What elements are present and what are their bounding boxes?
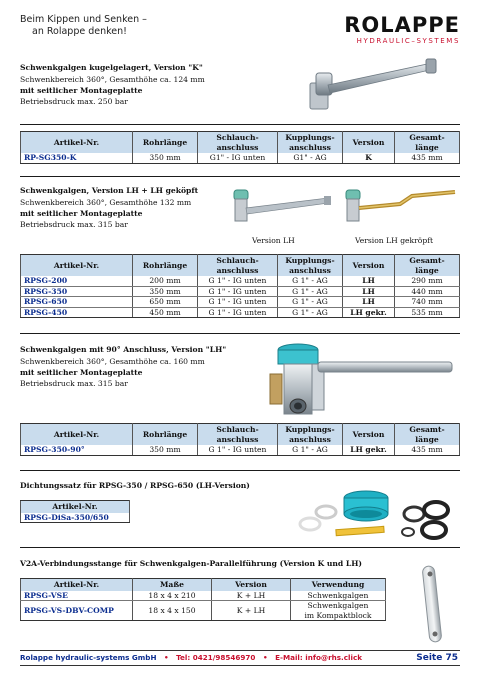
footer-bullet: •	[163, 653, 169, 662]
section2-line1: Schwenkbereich 360°, Gesamthöhe 132 mm	[20, 198, 192, 207]
col-version: Version	[343, 255, 395, 277]
article-number: RPSG-450	[21, 307, 133, 318]
table-row	[21, 307, 460, 318]
swivel-arm-lh-image	[228, 188, 333, 230]
section2-table	[20, 254, 460, 318]
col-dimensions: Maße	[133, 579, 212, 591]
cell: 435 mm	[395, 153, 460, 163]
col-version: Version	[343, 424, 395, 446]
article-number: RPSG-VS-DBV-COMP	[21, 601, 133, 621]
cell: G1" - IG unten	[198, 153, 278, 163]
col-article: Artikel-Nr.	[21, 501, 130, 513]
section1-line3: Betriebsdruck max. 250 bar	[20, 97, 128, 106]
footer-email[interactable]: E-Mail: info@rhs.click	[275, 653, 362, 662]
cell: 450 mm	[133, 307, 198, 318]
table-row	[21, 601, 386, 621]
col-coupling: Kupplungs-anschluss	[278, 132, 343, 154]
usage-line-1: Schwenkgalgen	[307, 601, 369, 610]
table-row	[21, 297, 460, 308]
cell: G 1" - IG unten	[198, 445, 278, 455]
cell: G 1" - AG	[278, 297, 343, 308]
article-number: RPSG-350	[21, 286, 133, 297]
seal-kit-image	[296, 488, 460, 544]
table-row	[21, 445, 460, 455]
cell: G1" - AG	[278, 153, 343, 163]
cell: G 1" - AG	[278, 286, 343, 297]
divider	[20, 470, 460, 471]
section5-table	[20, 578, 386, 621]
article-number: RPSG-200	[21, 276, 133, 286]
cell: 535 mm	[395, 307, 460, 318]
section3-title: Schwenkgalgen mit 90° Anschluss, Version "LH"	[20, 345, 227, 354]
section1-table	[20, 131, 460, 164]
caption-version-lh-cranked: Version LH gekröpft	[355, 236, 434, 245]
section3-line2: mit seitlicher Montageplatte	[20, 368, 143, 377]
footer-phone: Tel: 0421/98546970	[176, 653, 256, 662]
cell: 350 mm	[133, 286, 198, 297]
col-article: Artikel-Nr.	[21, 579, 133, 591]
cell: LH gekr.	[343, 445, 395, 455]
table-row	[21, 286, 460, 297]
cell: 740 mm	[395, 297, 460, 308]
table-row	[21, 276, 460, 286]
divider	[20, 333, 460, 334]
col-hose-connection: Schlauch-anschluss	[198, 255, 278, 277]
cell: K + LH	[212, 601, 291, 621]
cell: 435 mm	[395, 445, 460, 455]
cell: 350 mm	[133, 153, 198, 163]
cell	[291, 601, 386, 621]
footer-bullet: •	[262, 653, 268, 662]
section4-title: Dichtungssatz für RPSG-350 / RPSG-650 (LH-Version)	[20, 481, 250, 490]
divider	[20, 176, 460, 177]
col-tube-length: Rohrlänge	[133, 255, 198, 277]
article-number: RP-SG350-K	[21, 153, 133, 163]
cell: G 1" - AG	[278, 276, 343, 286]
section2-line2: mit seitlicher Montageplatte	[20, 209, 143, 218]
slogan-line-1: Beim Kippen und Senken –	[20, 14, 147, 25]
section3-table	[20, 423, 460, 456]
section1-line1: Schwenkbereich 360°, Gesamthöhe ca. 124 mm	[20, 75, 205, 84]
swivel-arm-lh-cranked-image	[340, 186, 460, 230]
swivel-arm-k-image	[300, 55, 440, 125]
section4-table	[20, 500, 130, 523]
cell: LH	[343, 276, 395, 286]
cell: 18 x 4 x 150	[133, 601, 212, 621]
cell: 200 mm	[133, 276, 198, 286]
col-total-length: Gesamt-länge	[395, 132, 460, 154]
article-number: RPSG-VSE	[21, 591, 133, 601]
slogan-line-2: an Rolappe denken!	[32, 26, 127, 37]
cell: LH	[343, 297, 395, 308]
col-usage: Verwendung	[291, 579, 386, 591]
col-article: Artikel-Nr.	[21, 424, 133, 446]
article-number: RPSG-DiSa-350/650	[21, 513, 130, 523]
cell: 18 x 4 x 210	[133, 591, 212, 601]
col-hose-connection: Schlauch-anschluss	[198, 424, 278, 446]
cell: LH	[343, 286, 395, 297]
section3-line3: Betriebsdruck max. 315 bar	[20, 379, 128, 388]
brand-tagline: HYDRAULIC–SYSTEMS	[356, 37, 460, 45]
col-coupling: Kupplungs-anschluss	[278, 424, 343, 446]
section1-line2: mit seitlicher Montageplatte	[20, 86, 143, 95]
cell: 650 mm	[133, 297, 198, 308]
cell: Schwenkgalgen	[291, 591, 386, 601]
col-tube-length: Rohrlänge	[133, 424, 198, 446]
col-total-length: Gesamt-länge	[395, 424, 460, 446]
col-hose-connection: Schlauch-anschluss	[198, 132, 278, 154]
cell: G 1" - AG	[278, 445, 343, 455]
footer	[20, 650, 460, 666]
cell: 290 mm	[395, 276, 460, 286]
section5-title: V2A-Verbindungsstange für Schwenkgalgen-Parallelführung (Version K und LH)	[20, 559, 362, 568]
cell: G 1" - AG	[278, 307, 343, 318]
cell: 350 mm	[133, 445, 198, 455]
section2-title: Schwenkgalgen, Version LH + LH geköpft	[20, 186, 199, 195]
swivel-arm-90-image	[262, 340, 462, 420]
col-version: Version	[343, 132, 395, 154]
cell: K	[343, 153, 395, 163]
cell: 440 mm	[395, 286, 460, 297]
page-number: Seite 75	[416, 653, 458, 663]
article-number: RPSG-350-90°	[21, 445, 133, 455]
divider	[20, 547, 460, 548]
section1-title: Schwenkgalgen kugelgelagert, Version "K"	[20, 63, 203, 72]
col-version: Version	[212, 579, 291, 591]
brand-logo	[344, 14, 460, 45]
cell: LH gekr.	[343, 307, 395, 318]
header-slogan	[20, 14, 147, 38]
col-total-length: Gesamt-länge	[395, 255, 460, 277]
table-row	[21, 153, 460, 163]
caption-version-lh: Version LH	[252, 236, 295, 245]
usage-line-2: im Kompaktblock	[304, 610, 372, 620]
col-coupling: Kupplungs-anschluss	[278, 255, 343, 277]
col-article: Artikel-Nr.	[21, 255, 133, 277]
brand-name: ROLAPPE	[344, 13, 460, 37]
col-tube-length: Rohrlänge	[133, 132, 198, 154]
connecting-rod-image	[418, 562, 448, 646]
divider	[20, 124, 460, 125]
cell: K + LH	[212, 591, 291, 601]
section3-line1: Schwenkbereich 360°, Gesamthöhe ca. 160 mm	[20, 357, 205, 366]
cell: G 1" - IG unten	[198, 297, 278, 308]
table-row	[21, 513, 130, 523]
footer-company: Rolappe hydraulic-systems GmbH	[20, 653, 157, 662]
section2-line3: Betriebsdruck max. 315 bar	[20, 220, 128, 229]
article-number: RPSG-650	[21, 297, 133, 308]
cell: G 1" - IG unten	[198, 307, 278, 318]
cell: G 1" - IG unten	[198, 286, 278, 297]
table-row	[21, 591, 386, 601]
cell: G 1" - IG unten	[198, 276, 278, 286]
col-article: Artikel-Nr.	[21, 132, 133, 154]
